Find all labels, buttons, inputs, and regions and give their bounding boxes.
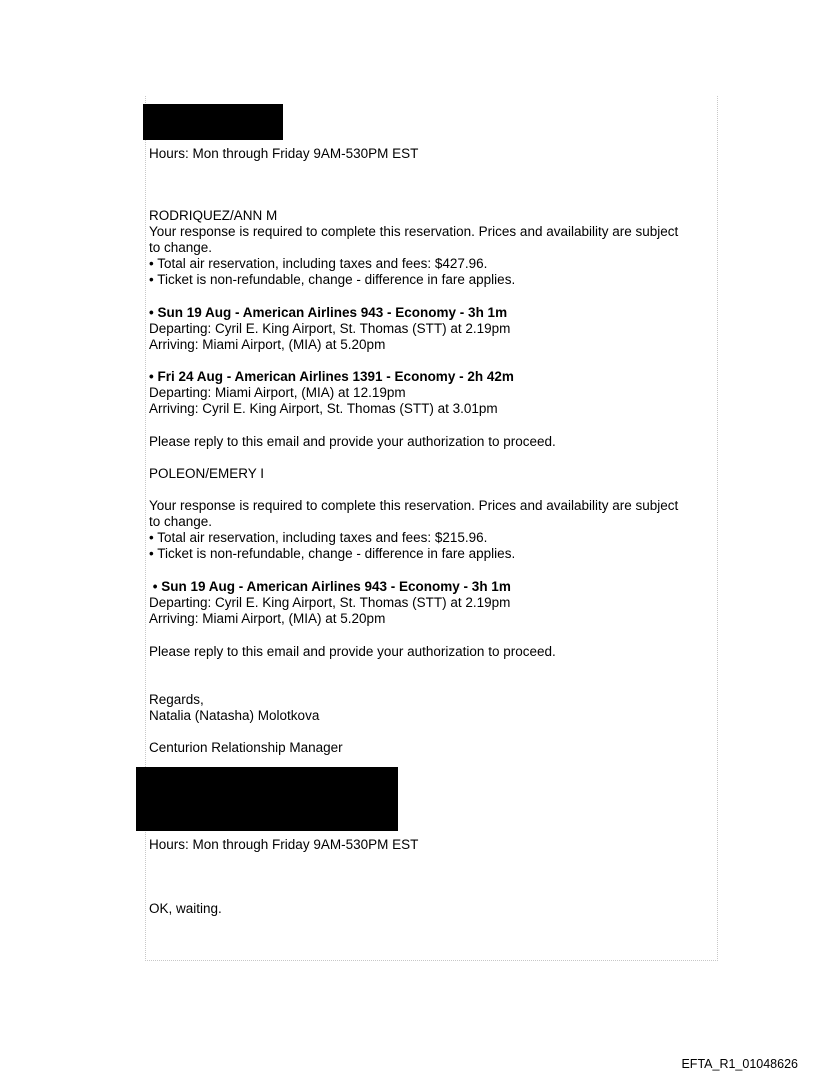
signature-regards: Regards, <box>149 692 204 707</box>
passenger-1-flight-2-departing: Departing: Miami Airport, (MIA) at 12.19pm <box>149 385 406 400</box>
passenger-1-response-line-2: to change. <box>149 240 213 255</box>
passenger-2-response-line-1: Your response is required to complete this reservation. Prices and availability are subject <box>149 498 679 513</box>
passenger-1-flight-1-arriving: Arriving: Miami Airport, (MIA) at 5.20pm <box>149 337 386 352</box>
passenger-2-total-bullet: • Total air reservation, including taxes and fees: $215.96. <box>149 530 488 545</box>
passenger-2-flight-1-departing: Departing: Cyril E. King Airport, St. Thomas (STT) at 2.19pm <box>149 595 511 610</box>
passenger-1-response-line-1: Your response is required to complete this reservation. Prices and availability are subject <box>149 224 679 239</box>
signature-title: Centurion Relationship Manager <box>149 740 343 755</box>
passenger-1-flight-2-title: • Fri 24 Aug - American Airlines 1391 - Economy - 2h 42m <box>149 369 514 384</box>
redacted-block-top <box>143 104 283 140</box>
passenger-1-flight-1-title: • Sun 19 Aug - American Airlines 943 - Economy - 3h 1m <box>149 305 508 320</box>
passenger-2-response-line-2: to change. <box>149 514 213 529</box>
passenger-1-ticket-bullet: • Ticket is non-refundable, change - difference in fare applies. <box>149 272 516 287</box>
footer-hours: Hours: Mon through Friday 9AM-530PM EST <box>149 837 419 852</box>
passenger-2-reply-request: Please reply to this email and provide your authorization to proceed. <box>149 644 556 659</box>
passenger-1-flight-2-arriving: Arriving: Cyril E. King Airport, St. Thomas (STT) at 3.01pm <box>149 401 498 416</box>
passenger-2-name: POLEON/EMERY I <box>149 466 265 481</box>
redacted-block-signature <box>136 767 398 831</box>
passenger-1-reply-request: Please reply to this email and provide your authorization to proceed. <box>149 434 556 449</box>
header-hours: Hours: Mon through Friday 9AM-530PM EST <box>149 146 419 161</box>
passenger-2-flight-1-arriving: Arriving: Miami Airport, (MIA) at 5.20pm <box>149 611 386 626</box>
passenger-1-name: RODRIQUEZ/ANN M <box>149 208 278 223</box>
passenger-1-flight-1-departing: Departing: Cyril E. King Airport, St. Thomas (STT) at 2.19pm <box>149 321 511 336</box>
passenger-1-total-bullet: • Total air reservation, including taxes and fees: $427.96. <box>149 256 488 271</box>
passenger-2-flight-1-title: • Sun 19 Aug - American Airlines 943 - Economy - 3h 1m <box>149 579 511 594</box>
signature-name: Natalia (Natasha) Molotkova <box>149 708 320 723</box>
passenger-2-ticket-bullet: • Ticket is non-refundable, change - difference in fare applies. <box>149 546 516 561</box>
reply-message: OK, waiting. <box>149 901 222 916</box>
document-id: EFTA_R1_01048626 <box>681 1057 798 1071</box>
